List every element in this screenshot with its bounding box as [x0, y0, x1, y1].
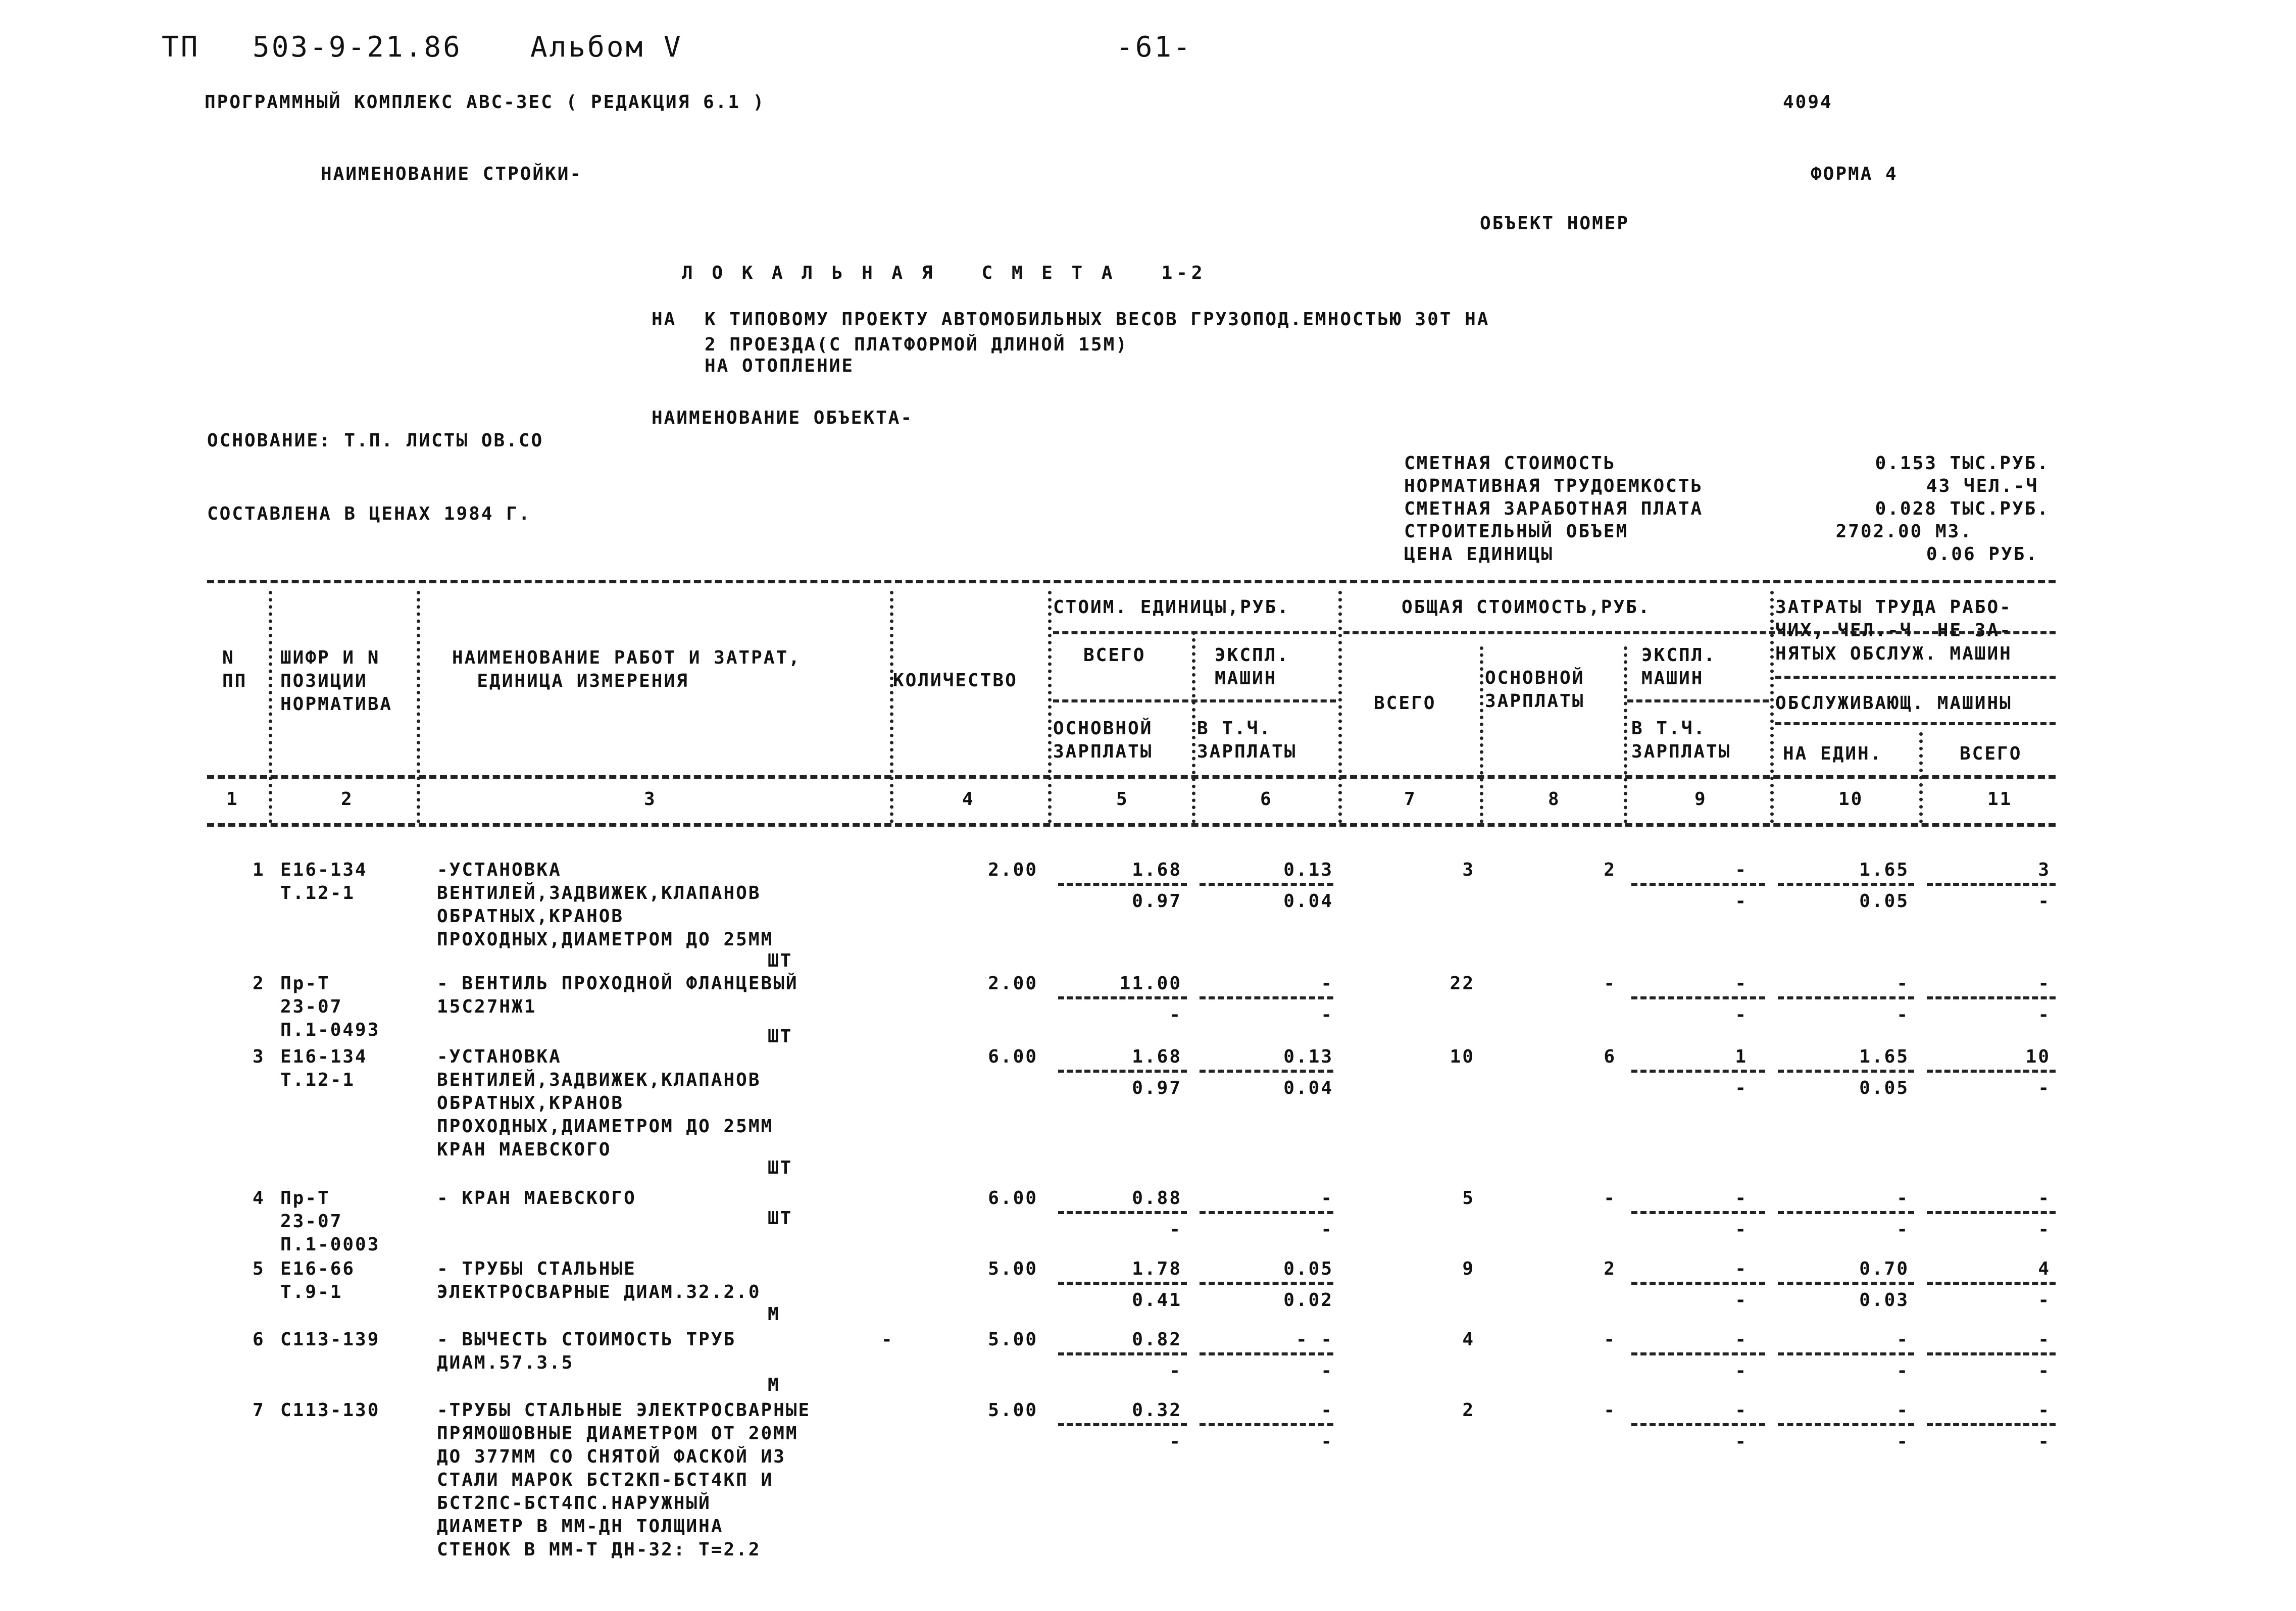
row-unit-machines: - [1321, 1188, 1333, 1209]
cell-divider [1631, 1352, 1765, 1355]
row-unit: ШТ [768, 950, 793, 971]
cell-divider [1927, 1423, 2056, 1426]
row-labor-total: - [2038, 1188, 2051, 1209]
col-header-total-cost: ОБЩАЯ СТОИМОСТЬ,РУБ. [1402, 597, 1651, 618]
row-labor-unit: - [1896, 973, 1909, 994]
row-unit: ШТ [768, 1026, 793, 1047]
cell-divider [1927, 883, 2056, 886]
row-unit-total: 1.68 [1132, 860, 1182, 880]
sostavlena: СОСТАВЛЕНА В ЦЕНАХ 1984 Г. [207, 504, 531, 524]
row-name: - ВЫЧЕСТЬ СТОИМОСТЬ ТРУБ ДИАМ.57.3.5 [437, 1329, 736, 1373]
row-total-wage: - [1604, 1329, 1616, 1350]
row-total-machines: - [1735, 1329, 1748, 1350]
col-num: 6 [1260, 789, 1273, 810]
doc-code: 503-9-21.86 [253, 31, 462, 64]
row-unit-machines: - - [1295, 1329, 1333, 1350]
row-total: 9 [1462, 1258, 1475, 1279]
row-qty: 2.00 [988, 860, 1038, 880]
row-total-wage: - [1604, 1400, 1616, 1421]
col-num: 2 [341, 789, 354, 810]
cell-divider [1200, 1211, 1333, 1214]
row-code: Пр-Т 23-07 П.1-0003 [280, 1188, 380, 1255]
row-number: 7 [253, 1400, 265, 1421]
col-num: 3 [644, 789, 657, 810]
row-unit-machines: 0.13 [1283, 860, 1333, 880]
cell-divider [1631, 1070, 1765, 1073]
row-unit: М [768, 1375, 780, 1395]
row-number: 1 [253, 860, 265, 880]
estimate-title: Л О К А Л Ь Н А Я С М Е Т А 1-2 [682, 263, 1207, 283]
row-labor-unit: - [1896, 1400, 1909, 1421]
col-num: 11 [1987, 789, 2013, 810]
col-header-name: НАИМЕНОВАНИЕ РАБОТ И ЗАТРАТ, ЕДИНИЦА ИЗМЕРЕНИЯ [452, 647, 801, 691]
row-unit-total: 0.82 [1132, 1329, 1182, 1350]
row-code: Е16-134 Т.12-1 [280, 860, 368, 903]
row-total-machine-wage: - [1735, 1078, 1748, 1098]
doc-album: Альбом V [530, 31, 683, 64]
col-header-l-vsego: ВСЕГО [1960, 743, 2022, 764]
summary-value: 43 ЧЕЛ.-Ч [1926, 476, 2038, 496]
row-qty: 6.00 [988, 1046, 1038, 1067]
row-unit: М [768, 1304, 780, 1325]
col-header-labor: ЗАТРАТЫ ТРУДА РАБО- ЧИХ, ЧЕЛ.-Ч НЕ ЗА- НЯТЫХ ОБСЛУЖ. МАШИН [1775, 597, 2012, 664]
row-unit-machine-wage: - [1321, 1361, 1333, 1381]
summary-label: СМЕТНАЯ СТОИМОСТЬ [1404, 453, 1616, 474]
row-labor-machine-total: - [2038, 1078, 2051, 1098]
row-labor-machine-total: - [2038, 1290, 2051, 1311]
row-total-wage: - [1604, 1188, 1616, 1209]
col-num: 1 [226, 789, 239, 810]
row-qty: 5.00 [988, 1400, 1038, 1421]
table-header-rule [207, 775, 2056, 779]
program-name: ПРОГРАММНЫЙ КОМПЛЕКС АВС-ЗЕС ( РЕДАКЦИЯ 6.1 ) [205, 92, 766, 113]
row-labor-unit: 0.70 [1859, 1258, 1909, 1279]
object-name-label: НАИМЕНОВАНИЕ ОБЪЕКТА- [652, 408, 914, 428]
summary-label: СМЕТНАЯ ЗАРАБОТНАЯ ПЛАТА [1404, 498, 1704, 519]
row-labor-total: - [2038, 973, 2051, 994]
row-unit-total: 1.68 [1132, 1046, 1182, 1067]
col-header-osn: ОСНОВНОЙ ЗАРПЛАТЫ [1053, 718, 1153, 762]
row-total-machine-wage: - [1735, 891, 1748, 912]
row-labor-total: 4 [2038, 1258, 2051, 1279]
row-labor-machine-total: - [2038, 891, 2051, 912]
row-total-machine-wage: - [1735, 1004, 1748, 1025]
row-code: С113-130 [280, 1400, 380, 1421]
row-unit-wage: 0.97 [1132, 1078, 1182, 1098]
row-labor-total: 10 [2025, 1046, 2051, 1067]
row-code: С113-139 [280, 1329, 380, 1350]
subject-line-3: НА ОТОПЛЕНИЕ [705, 356, 855, 376]
cell-divider [1058, 1282, 1187, 1285]
row-unit-total: 11.00 [1119, 973, 1182, 994]
col-header-t-vsego: ВСЕГО [1374, 693, 1436, 714]
cell-divider [1927, 1352, 2056, 1355]
row-total-machines: 1 [1735, 1046, 1748, 1067]
col-header-na-ed: НА ЕДИН. [1783, 743, 1883, 764]
cell-divider [1927, 1282, 2056, 1285]
cell-divider [1631, 1211, 1765, 1214]
cell-divider [1778, 1211, 1914, 1214]
col-header-qty: КОЛИЧЕСТВО [893, 670, 1018, 691]
row-total-machines: - [1735, 1258, 1748, 1279]
row-total-machine-wage: - [1735, 1361, 1748, 1381]
row-unit-wage: - [1169, 1361, 1182, 1381]
row-code: Пр-Т 23-07 П.1-0493 [280, 973, 380, 1040]
object-number-label: ОБЪЕКТ НОМЕР [1480, 213, 1630, 234]
row-total: 3 [1462, 860, 1475, 880]
row-labor-unit: - [1896, 1188, 1909, 1209]
row-name: - ВЕНТИЛЬ ПРОХОДНОЙ ФЛАНЦЕВЫЙ 15С27НЖ1 [437, 973, 798, 1017]
row-total-wage: 2 [1604, 1258, 1616, 1279]
row-qty: 6.00 [988, 1188, 1038, 1209]
row-total: 2 [1462, 1400, 1475, 1421]
row-unit: ШТ [768, 1208, 793, 1229]
row-labor-machine-total: - [2038, 1431, 2051, 1452]
cell-divider [1927, 996, 2056, 999]
col-header-vsego: ВСЕГО [1083, 645, 1146, 666]
cell-divider [1631, 1423, 1765, 1426]
cell-divider [1778, 1423, 1914, 1426]
row-number: 4 [253, 1188, 265, 1209]
row-labor-unit: 1.65 [1859, 1046, 1909, 1067]
na-label: НА [652, 309, 677, 330]
row-total-machine-wage: - [1735, 1431, 1748, 1452]
row-number: 2 [253, 973, 265, 994]
doc-number: 4094 [1783, 92, 1833, 113]
table-top-rule [207, 580, 2056, 583]
cell-divider [1058, 996, 1187, 999]
col-header-vt: В Т.Ч. ЗАРПЛАТЫ [1197, 718, 1297, 762]
row-total: 4 [1462, 1329, 1475, 1350]
summary-label: ЦЕНА ЕДИНИЦЫ [1404, 544, 1554, 565]
row-number: 6 [253, 1329, 265, 1350]
cell-divider [1778, 1282, 1914, 1285]
cell-divider [1200, 1423, 1333, 1426]
row-unit-wage: 0.41 [1132, 1290, 1182, 1311]
row-labor-machine-unit: 0.03 [1859, 1290, 1909, 1311]
col-header-t-osn: ОСНОВНОЙ ЗАРПЛАТЫ [1485, 668, 1585, 712]
cell-divider [1058, 1352, 1187, 1355]
cell-divider [1058, 883, 1187, 886]
row-qty: 2.00 [988, 973, 1038, 994]
cell-divider [1058, 1070, 1187, 1073]
row-labor-machine-unit: - [1896, 1004, 1909, 1025]
row-unit-machine-wage: - [1321, 1219, 1333, 1240]
row-unit-machines: 0.13 [1283, 1046, 1333, 1067]
row-labor-machine-total: - [2038, 1361, 2051, 1381]
row-labor-machine-total: - [2038, 1004, 2051, 1025]
row-unit-machines: - [1321, 973, 1333, 994]
summary-value: 2702.00 М3. [1835, 521, 1973, 542]
row-unit-wage: 0.97 [1132, 891, 1182, 912]
cell-divider [1200, 1352, 1333, 1355]
cell-divider [1200, 883, 1333, 886]
row-total-wage: 2 [1604, 860, 1616, 880]
row-unit: ШТ [768, 1157, 793, 1178]
row-total-machines: - [1735, 860, 1748, 880]
col-header-t-expl: ЭКСПЛ. МАШИН [1641, 645, 1717, 689]
col-num: 5 [1116, 789, 1129, 810]
row-number: 5 [253, 1258, 265, 1279]
osnovanie: ОСНОВАНИЕ: Т.П. ЛИСТЫ ОВ.СО [207, 430, 544, 451]
cell-divider [1778, 883, 1914, 886]
cell-divider [1927, 1211, 2056, 1214]
row-number: 3 [253, 1046, 265, 1067]
row-total: 22 [1450, 973, 1475, 994]
row-unit-wage: - [1169, 1431, 1182, 1452]
row-labor-total: 3 [2038, 860, 2051, 880]
col-num: 7 [1404, 789, 1417, 810]
cell-divider [1200, 1070, 1333, 1073]
row-total-machines: - [1735, 973, 1748, 994]
row-unit-total: 0.32 [1132, 1400, 1182, 1421]
row-labor-machine-unit: - [1896, 1431, 1909, 1452]
row-total: 5 [1462, 1188, 1475, 1209]
cell-divider [1778, 1070, 1914, 1073]
row-unit-machine-wage: 0.02 [1283, 1290, 1333, 1311]
page-number: -61- [1116, 31, 1192, 64]
row-qty: 5.00 [988, 1258, 1038, 1279]
cell-divider [1200, 996, 1333, 999]
col-header-obsl: ОБСЛУЖИВАЮЩ. МАШИНЫ [1775, 693, 2012, 714]
row-labor-total: - [2038, 1329, 2051, 1350]
row-labor-total: - [2038, 1400, 2051, 1421]
cell-divider [1631, 883, 1765, 886]
row-total-machine-wage: - [1735, 1290, 1748, 1311]
table-num-rule [207, 823, 2056, 827]
row-name: - КРАН МАЕВСКОГО [437, 1188, 636, 1209]
row-unit-total: 0.88 [1132, 1188, 1182, 1209]
col-num: 10 [1838, 789, 1864, 810]
summary-value: 0.153 ТЫС.РУБ. [1875, 453, 2050, 474]
row-unit-machine-wage: - [1321, 1431, 1333, 1452]
col-header-n: N ПП [222, 647, 247, 691]
col-header-expl: ЭКСПЛ. МАШИН [1215, 645, 1290, 689]
col-num: 4 [962, 789, 975, 810]
cell-divider [1631, 1282, 1765, 1285]
summary-value: 0.028 ТЫС.РУБ. [1875, 498, 2050, 519]
row-qty: 5.00 [988, 1329, 1038, 1350]
cell-divider [1058, 1423, 1187, 1426]
row-name: -УСТАНОВКА ВЕНТИЛЕЙ,ЗАДВИЖЕК,КЛАПАНОВ ОБРАТНЫХ,КРАНОВ ПРОХОДНЫХ,ДИАМЕТРОМ ДО 25ММ [437, 860, 774, 950]
row-labor-machine-total: - [2038, 1219, 2051, 1240]
subject-line-1: К ТИПОВОМУ ПРОЕКТУ АВТОМОБИЛЬНЫХ ВЕСОВ ГРУЗОПОД.ЕМНОСТЬЮ 30Т НА [705, 309, 1490, 330]
col-header-shifr: ШИФР И N ПОЗИЦИИ НОРМАТИВА [280, 647, 393, 715]
row-minus-sign: - [881, 1329, 894, 1350]
row-total-machines: - [1735, 1400, 1748, 1421]
row-unit-wage: - [1169, 1004, 1182, 1025]
row-code: Е16-134 Т.12-1 [280, 1046, 368, 1090]
row-labor-machine-unit: 0.05 [1859, 891, 1909, 912]
row-labor-unit: 1.65 [1859, 860, 1909, 880]
doc-tp: ТП [162, 31, 200, 64]
forma-label: ФОРМА 4 [1811, 164, 1898, 184]
row-total: 10 [1450, 1046, 1475, 1067]
col-num: 8 [1548, 789, 1561, 810]
summary-value: 0.06 РУБ. [1926, 544, 2038, 565]
row-labor-unit: - [1896, 1329, 1909, 1350]
row-total-machines: - [1735, 1188, 1748, 1209]
cell-divider [1631, 996, 1765, 999]
row-total-wage: - [1604, 973, 1616, 994]
row-labor-machine-unit: 0.05 [1859, 1078, 1909, 1098]
cell-divider [1200, 1282, 1333, 1285]
row-name: -ТРУБЫ СТАЛЬНЫЕ ЭЛЕКТРОСВАРНЫЕ ПРЯМОШОВНЫЕ ДИАМЕТРОМ ОТ 20ММ ДО 377ММ СО СНЯТОЙ ФАСКОЙ ИЗ СТАЛИ МАРОК БСТ2КП-БСТ4КП И БСТ2ПС-БСТ4ПС.НАРУЖНЫЙ ДИАМЕТР В ММ-ДН ТОЛЩИНА СТЕНОК В ММ-Т ДН-32: Т=2.2 [437, 1400, 811, 1560]
row-unit-machine-wage: 0.04 [1283, 1078, 1333, 1098]
subject-line-2: 2 ПРОЕЗДА(С ПЛАТФОРМОЙ ДЛИНОЙ 15М) [705, 334, 1128, 355]
row-unit-machines: - [1321, 1400, 1333, 1421]
cell-divider [1927, 1070, 2056, 1073]
summary-label: СТРОИТЕЛЬНЫЙ ОБЪЕМ [1404, 521, 1629, 542]
col-header-unit-cost: СТОИМ. ЕДИНИЦЫ,РУБ. [1053, 597, 1290, 618]
row-unit-machine-wage: 0.04 [1283, 891, 1333, 912]
row-name: -УСТАНОВКА ВЕНТИЛЕЙ,ЗАДВИЖЕК,КЛАПАНОВ ОБРАТНЫХ,КРАНОВ ПРОХОДНЫХ,ДИАМЕТРОМ ДО 25ММ КРАН МАЕВСКОГО [437, 1046, 774, 1160]
cell-divider [1058, 1211, 1187, 1214]
row-labor-machine-unit: - [1896, 1219, 1909, 1240]
summary-label: НОРМАТИВНАЯ ТРУДОЕМКОСТЬ [1404, 476, 1704, 496]
cell-divider [1778, 996, 1914, 999]
row-name: - ТРУБЫ СТАЛЬНЫЕ ЭЛЕКТРОСВАРНЫЕ ДИАМ.32.2.0 [437, 1258, 761, 1302]
row-total-machine-wage: - [1735, 1219, 1748, 1240]
row-unit-machine-wage: - [1321, 1004, 1333, 1025]
cell-divider [1778, 1352, 1914, 1355]
stroyka-label: НАИМЕНОВАНИЕ СТРОЙКИ- [321, 164, 583, 184]
col-header-t-vt: В Т.Ч. ЗАРПЛАТЫ [1631, 718, 1731, 762]
row-code: Е16-66 Т.9-1 [280, 1258, 356, 1302]
row-unit-wage: - [1169, 1219, 1182, 1240]
col-num: 9 [1694, 789, 1707, 810]
row-unit-machines: 0.05 [1283, 1258, 1333, 1279]
row-unit-total: 1.78 [1132, 1258, 1182, 1279]
row-total-wage: 6 [1604, 1046, 1616, 1067]
row-labor-machine-unit: - [1896, 1361, 1909, 1381]
